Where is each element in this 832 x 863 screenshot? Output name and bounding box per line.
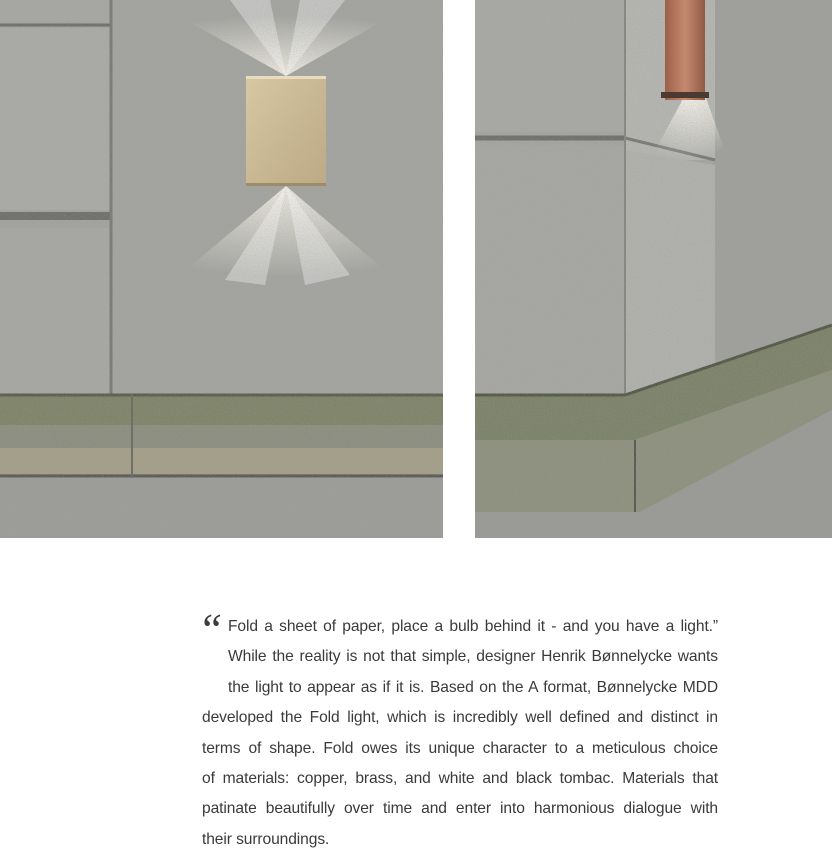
photo-copper-wall-light — [475, 0, 832, 538]
open-quote-mark: “ — [198, 605, 223, 654]
quote-line: the light to appear as if it is. Based on the A format, Bønnelycke MDD — [228, 678, 718, 696]
quote-line: terms of shape. Fold owes its unique character to a meticulous choice — [202, 739, 718, 757]
quote-line: developed the Fold light, which is incredibly well defined and distinct in — [202, 709, 718, 727]
quote-line: of materials: copper, brass, and white and black tombac. Materials that — [202, 770, 718, 788]
quote-line: patinate beautifully over time and enter into harmonious dialogue with — [202, 800, 718, 818]
quote-line: While the reality is not that simple, designer Henrik Bønnelycke wants — [228, 648, 718, 666]
quote-paragraph — [198, 605, 718, 855]
quote-line: Fold a sheet of paper, place a bulb behind it - and you have a light.” — [228, 618, 718, 635]
photo-brass-wall-light — [0, 0, 443, 538]
quote-line: their surroundings. — [202, 830, 330, 848]
